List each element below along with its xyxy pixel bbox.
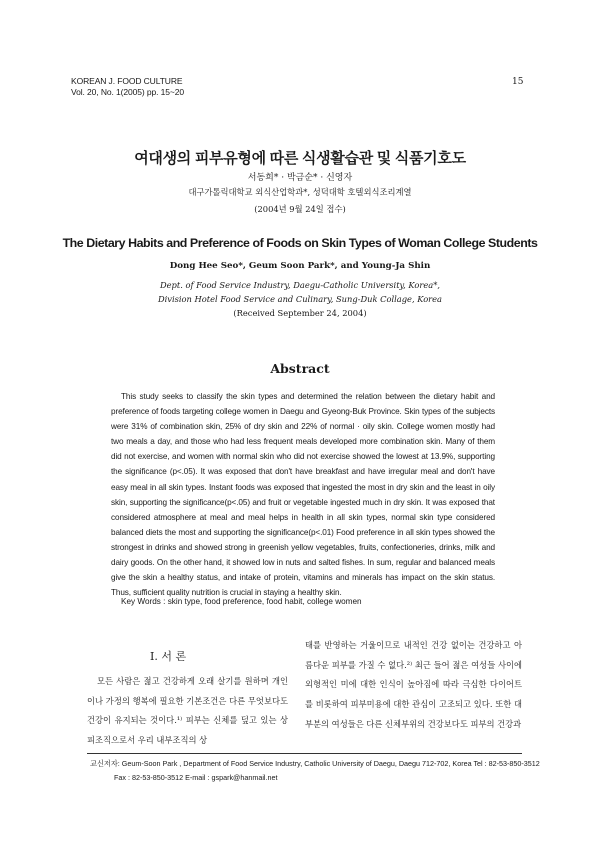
korean-authors: 서동희* · 박금순* · 신영자 xyxy=(247,173,353,183)
footer-contact-line: 교신저자: Geum-Soon Park , Department of Food Service Industry, Catholic University of Daegu, Daegu 712-702, Korea Tel : 82-53-850-3512 xyxy=(90,759,540,768)
english-affiliation xyxy=(0,279,600,306)
english-authors: Dong Hee Seo*, Geum Soon Park*, and Young-Ja Shin xyxy=(169,261,431,271)
affiliation-line-2: Division Hotel Food Service and Culinary, Sung-Duk Collage, Korea xyxy=(157,293,443,304)
volume-info: Vol. 20, No. 1(2005) pp. 15~20 xyxy=(71,87,185,97)
english-received-date: (Received September 24, 2004) xyxy=(233,308,367,318)
korean-title: 여대생의 피부유형에 따른 식생활습관 및 식품기호도 xyxy=(134,150,466,167)
affiliation-line-1: Dept. of Food Service Industry, Daegu-Catholic University, Korea*, xyxy=(160,280,440,290)
journal-header xyxy=(71,76,184,98)
korean-affiliation: 대구가톨릭대학교 외식산업학과*, 성덕대학 호텔외식조리계열 xyxy=(188,187,412,197)
footer-fax-email-line: Fax : 82-53-850-3512 E-mail : gspark@hanmail.net xyxy=(114,773,278,782)
english-title: The Dietary Habits and Preference of Foods on Skin Types of Woman College Students xyxy=(62,236,538,250)
journal-name: KOREAN J. FOOD CULTURE xyxy=(71,76,183,86)
abstract-text: This study seeks to classify the skin types and determined the relation between the dietary habit and preference of foods targeting college women in Daegu and Gyeong-Buk Province. Skin types of the subjects were 31% of combination skin, 25% of dry skin and 22% of normal · oily skin. College women mostly had two meals a day, and those who had less frequent meals developed more combination skin. Many of them did not exercise, and women with normal skin who did not exercise showed the lowest at 13.9%, supporting the significance (p<.05). It was exposed that don't have breakfast and have irregular meal and don't have easy meal in all skin types. Instant foods was exposed that ingested the most in dry skin and the least in oily skin, supporting the significance(p<.05) and fruit or vegetable ingested much in dry skin. It was exposed that considered atmosphere at meal and meal helps in health in all skin types, normal skin type considered balanced diets the most and supporting the significance(p<.01) Food preference in all skin types showed the strongest in drinks and showed strong in greenish yellow vegetables, fruits, confectioneries, drinks, milk and dairy goods. On the other hand, it showed low in nuts and salted fishes. In sum, regular and balanced meals give the skin a healthy status, and intake of protein, vitamins and minerals has impact on the skin status. Thus, sufficient quality nutrition is crucial in staying a healthy skin. xyxy=(111,392,495,598)
section-heading-introduction: I. 서 론 xyxy=(150,650,187,663)
korean-received-date: (2004년 9월 24일 접수) xyxy=(254,204,346,214)
page-number: 15 xyxy=(512,77,524,87)
keywords: Key Words : skin type, food preference, food habit, college women xyxy=(121,597,362,606)
abstract-heading: Abstract xyxy=(270,361,330,376)
intro-left-column: 모든 사람은 젊고 건강하게 오래 살기를 원하며 개인이나 가정의 행복에 필요한 기본조건은 다른 무엇보다도 건강이 유지되는 것이다.¹⁾ 피부는 신체를 덮고 있는 상피조직으로서 우리 내부조직의 상 xyxy=(87,676,288,746)
footer-divider xyxy=(87,753,522,754)
intro-right-column: 태를 반영하는 거울이므로 내적인 건강 없이는 건강하고 아름다운 피부를 가질 수 없다.²⁾ 최근 들어 젊은 여성들 사이에 외형적인 미에 대한 인식이 높아짐에 따라 극심한 다이어트를 비롯하여 피부미용에 대한 관심이 고조되고 있다. 또한 대부분의 여성들은 다른 신체부위의 건강보다도 피부의 건강과 xyxy=(305,640,522,729)
corresponding-author-footer xyxy=(90,757,540,785)
